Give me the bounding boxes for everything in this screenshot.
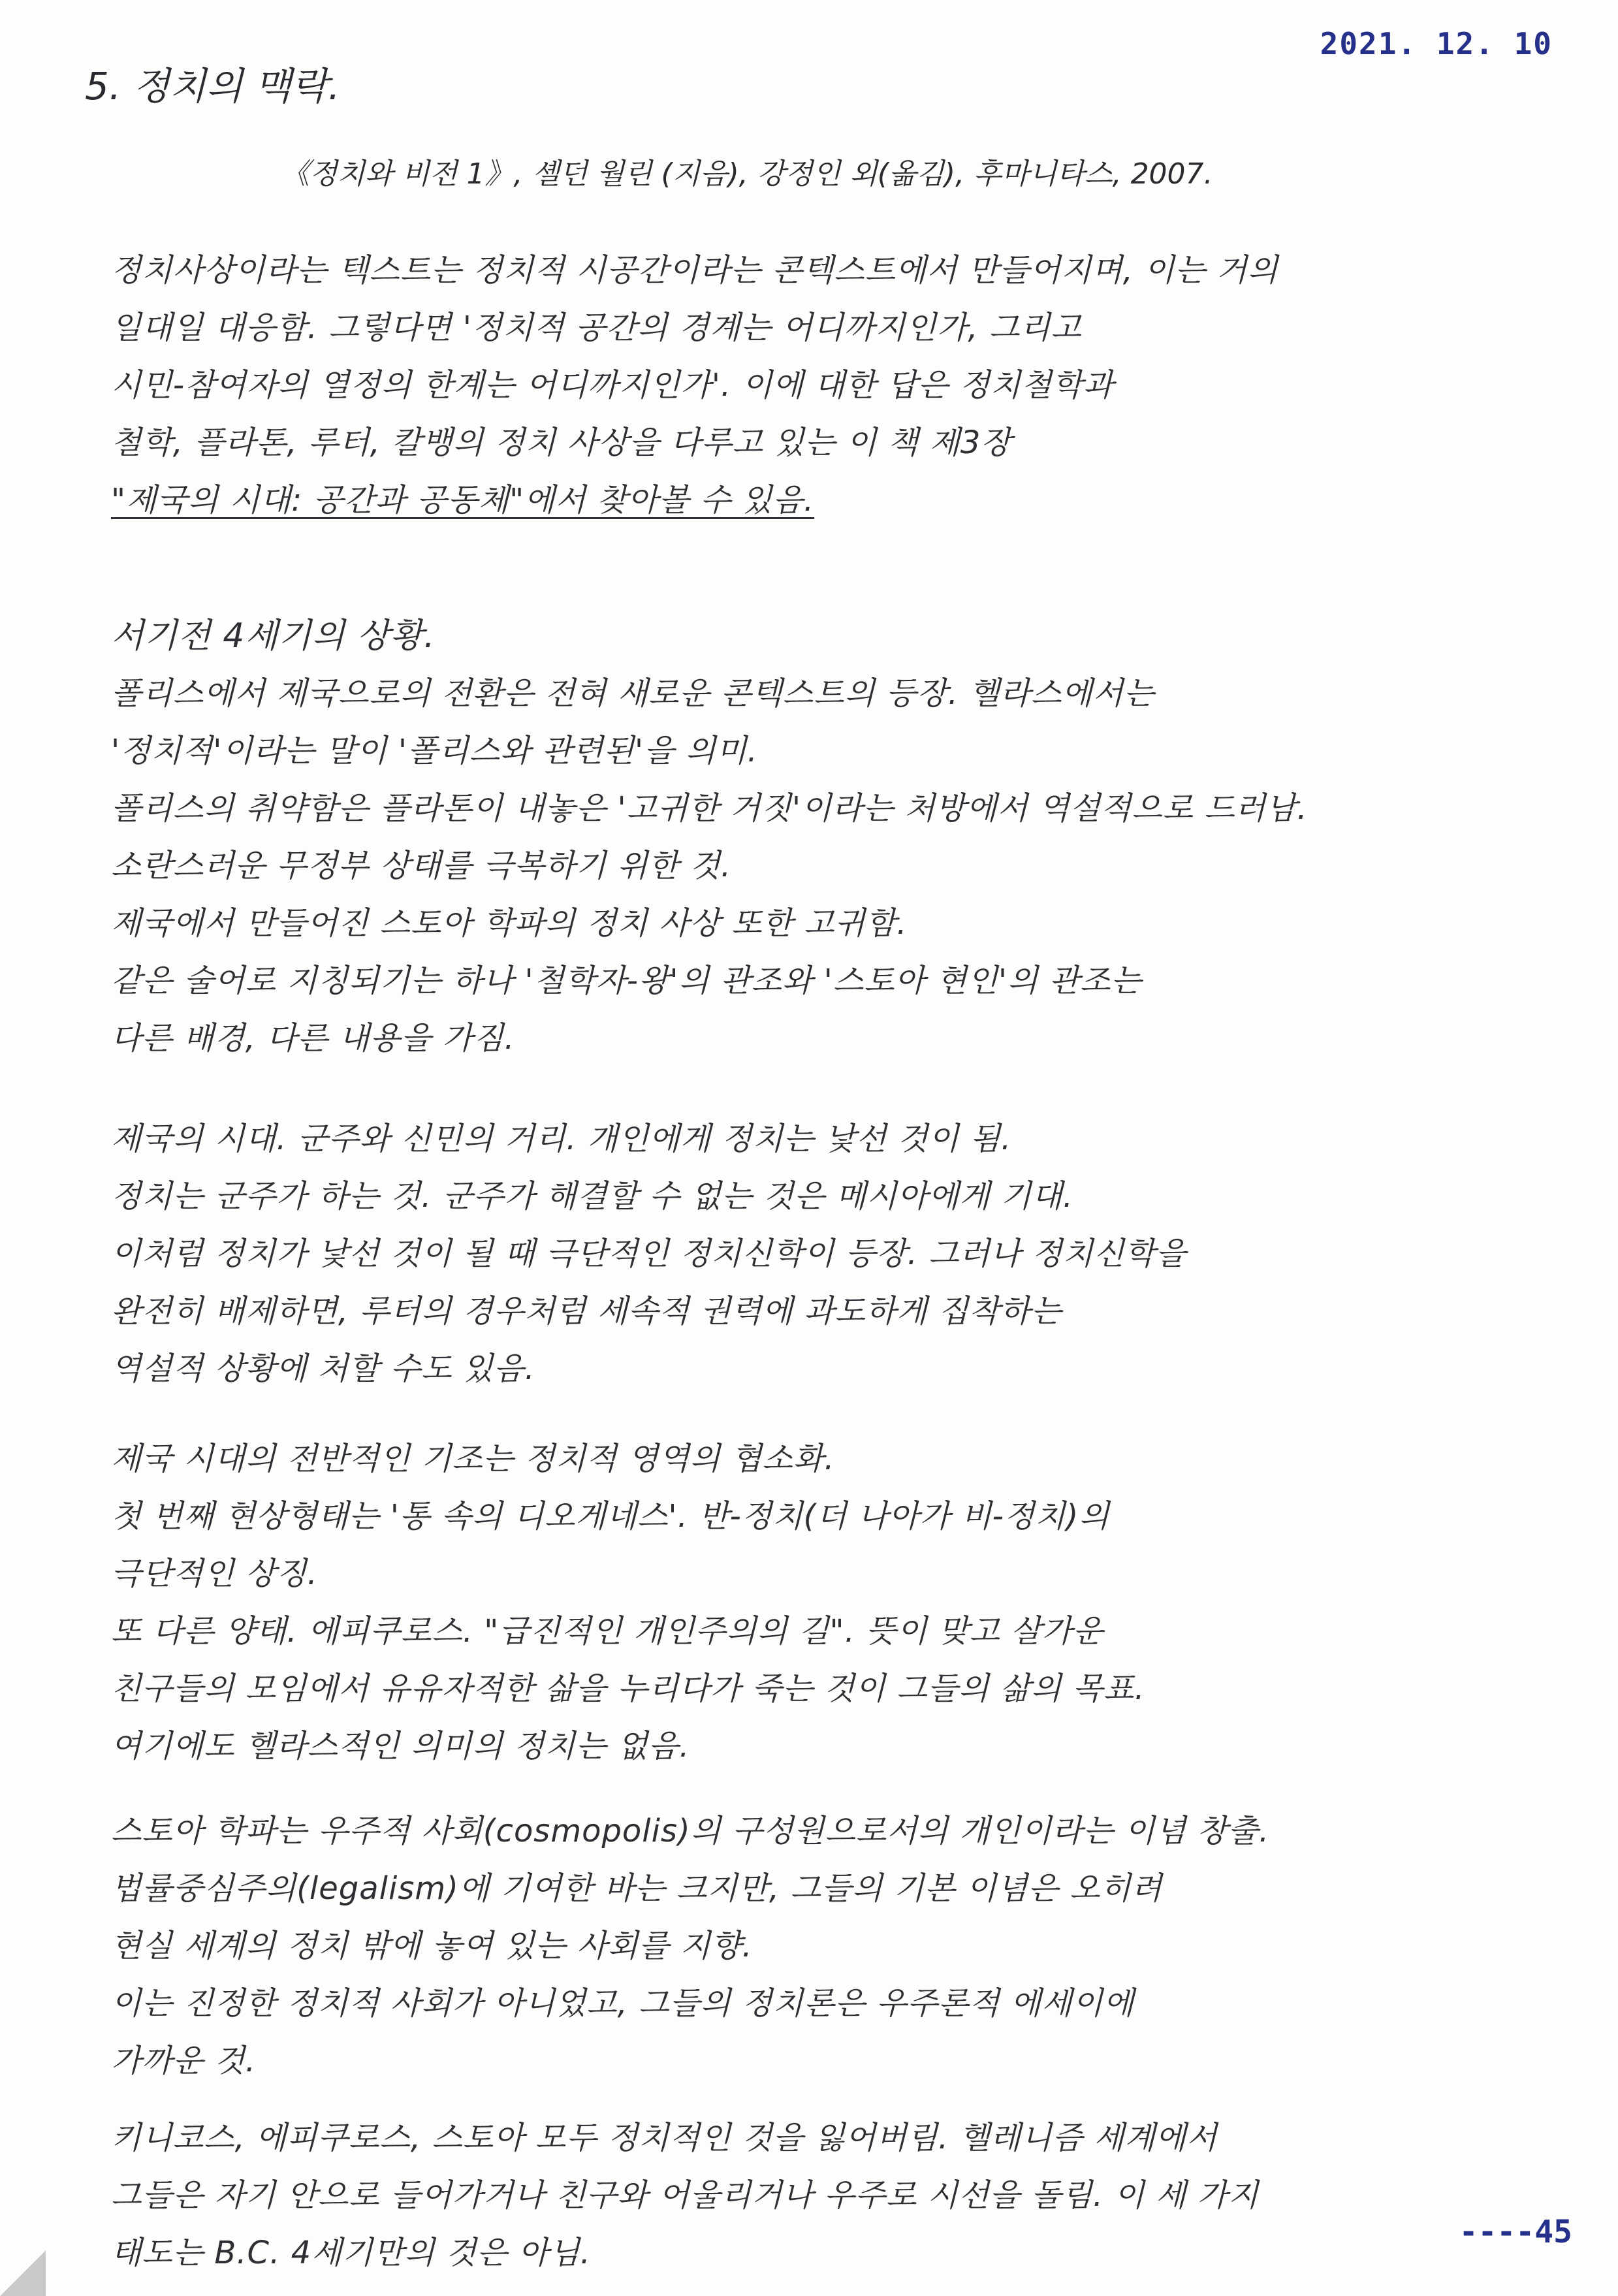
text-line: 법률중심주의(legalism)에 기여한 바는 크지만, 그들의 기본 이념은 오히려 [111, 1870, 1163, 1907]
text-line: 극단적인 상징. [111, 1555, 318, 1592]
text-line: 제국에서 만들어진 스토아 학파의 정치 사상 또한 고귀함. [111, 905, 908, 942]
text-line: 폴리스의 취약함은 플라톤이 내놓은 '고귀한 거짓'이라는 처방에서 역설적으로 드러남. [111, 790, 1308, 827]
text-line: 정치는 군주가 하는 것. 군주가 해결할 수 없는 것은 메시아에게 기대. [111, 1178, 1074, 1215]
text-line: 키니코스, 에피쿠로스, 스토아 모두 정치적인 것을 잃어버림. 헬레니즘 세계에서 [111, 2120, 1218, 2156]
page-title: 5. 정치의 맥락. [85, 64, 340, 108]
section-conclusion [111, 2109, 1567, 2282]
text-line: 제국 시대의 전반적인 기조는 정치적 영역의 협소화. [111, 1441, 835, 1477]
page-curl-corner [0, 2250, 46, 2296]
text-line: 태도는 B.C. 4세기만의 것은 아님. [111, 2235, 591, 2271]
text-line: 시민-참여자의 열정의 한계는 어디까지인가'. 이에 대한 답은 정치철학과 [111, 367, 1115, 404]
text-line: 역설적 상황에 처할 수도 있음. [111, 1350, 535, 1387]
section-empire-era [111, 1110, 1567, 1397]
text-line: 같은 술어로 지칭되기는 하나 '철학자-왕'의 관조와 '스토아 현인'의 관조는 [111, 963, 1142, 999]
section-stoics [111, 1802, 1567, 2090]
text-line-underlined: "제국의 시대: 공간과 공동체"에서 찾아볼 수 있음. [111, 482, 815, 518]
text-line: 일대일 대응함. 그렇다면 '정치적 공간의 경계는 어디까지인가, 그리고 [111, 310, 1082, 346]
section-4th-century [111, 607, 1567, 1067]
text-line: 또 다른 양태. 에피쿠로스. "급진적인 개인주의의 길". 뜻이 맞고 살가운 [111, 1613, 1104, 1650]
text-line: 소란스러운 무정부 상태를 극복하기 위한 것. [111, 848, 732, 884]
book-citation: 《정치와 비전 1》, 셸던 월린 (지음), 강정인 외(옮김), 후마니타스, 2007. [281, 157, 1213, 191]
section-heading: 서기전 4세기의 상황. [111, 616, 436, 656]
text-line: 스토아 학파는 우주적 사회(cosmopolis)의 구성원으로서의 개인이라는 이념 창출. [111, 1813, 1270, 1849]
text-line: 첫 번째 현상형태는 '통 속의 디오게네스'. 반-정치(더 나아가 비-정치)의 [111, 1498, 1110, 1535]
text-line: 가까운 것. [111, 2043, 256, 2079]
intro-paragraph [111, 242, 1567, 529]
text-line: 완전히 배제하면, 루터의 경우처럼 세속적 권력에 과도하게 집착하는 [111, 1293, 1062, 1330]
text-line: 이는 진정한 정치적 사회가 아니었고, 그들의 정치론은 우주론적 에세이에 [111, 1985, 1135, 2022]
text-line: 제국의 시대. 군주와 신민의 거리. 개인에게 정치는 낯선 것이 됨. [111, 1121, 1012, 1157]
page-number: ----45 [1459, 2214, 1572, 2250]
page-date: 2021. 12. 10 [1320, 26, 1553, 61]
text-line: 그들은 자기 안으로 들어가거나 친구와 어울리거나 우주로 시선을 돌림. 이 세 가지 [111, 2177, 1260, 2214]
text-line: 현실 세계의 정치 밖에 놓여 있는 사회를 지향. [111, 1928, 753, 1964]
text-line: '정치적'이라는 말이 '폴리스와 관련된'을 의미. [111, 733, 758, 769]
text-line: 폴리스에서 제국으로의 전환은 전혀 새로운 콘텍스트의 등장. 헬라스에서는 [111, 675, 1155, 712]
text-line: 정치사상이라는 텍스트는 정치적 시공간이라는 콘텍스트에서 만들어지며, 이는 거의 [111, 252, 1278, 289]
text-line: 여기에도 헬라스적인 의미의 정치는 없음. [111, 1728, 690, 1764]
text-line: 다른 배경, 다른 내용을 가짐. [111, 1020, 515, 1057]
text-line: 철학, 플라톤, 루터, 칼뱅의 정치 사상을 다루고 있는 이 책 제3장 [111, 424, 1012, 461]
text-line: 친구들의 모임에서 유유자적한 삶을 누리다가 죽는 것이 그들의 삶의 목표. [111, 1670, 1145, 1707]
section-narrowing [111, 1430, 1567, 1775]
text-line: 이처럼 정치가 낯선 것이 될 때 극단적인 정치신학이 등장. 그러나 정치신학을 [111, 1236, 1187, 1272]
